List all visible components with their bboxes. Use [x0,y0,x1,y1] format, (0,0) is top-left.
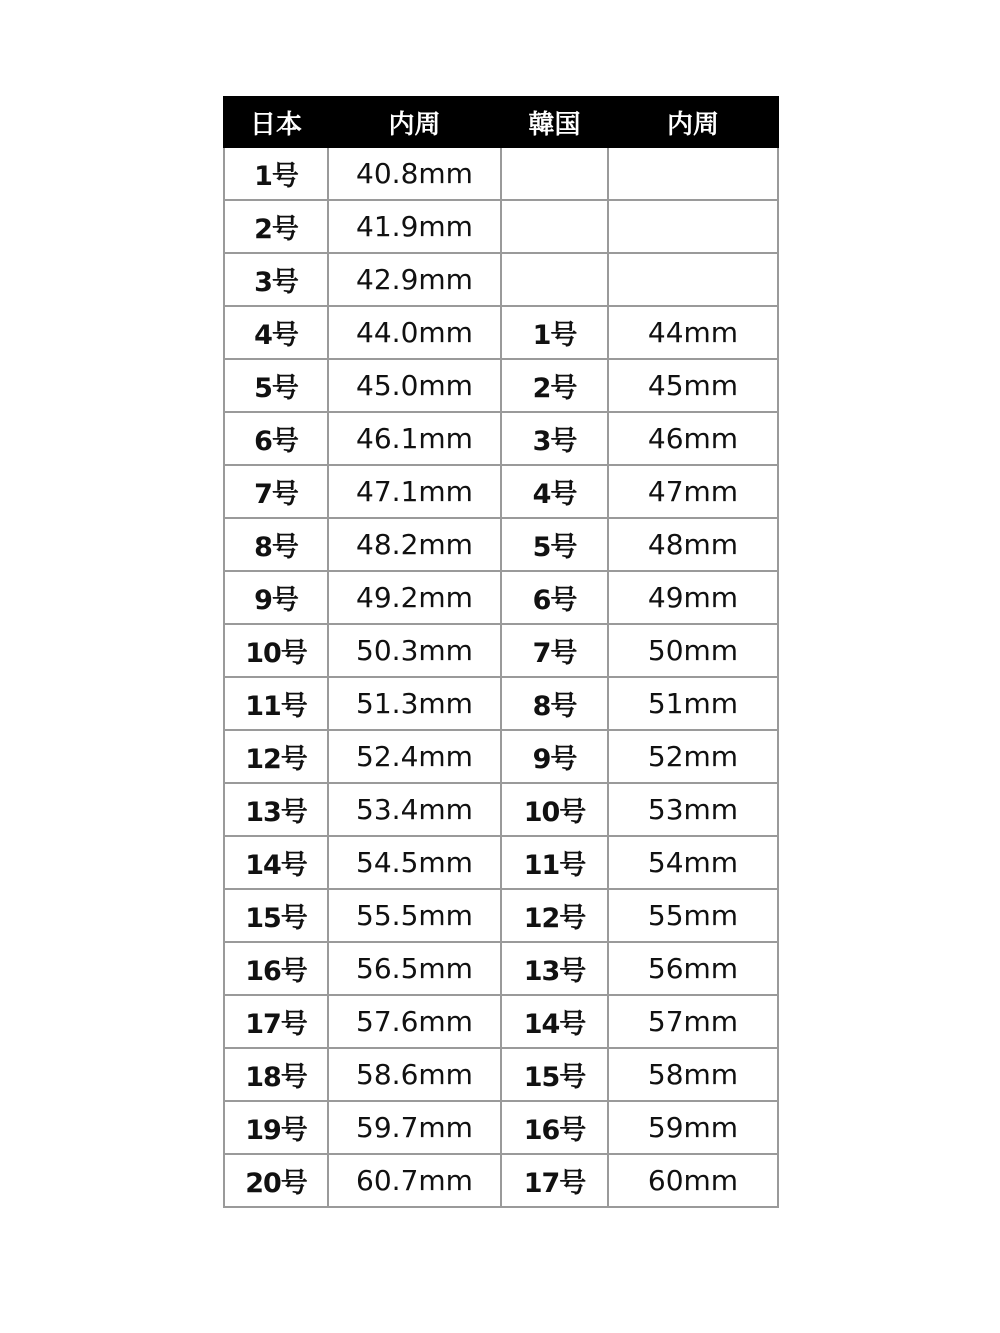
japan-circumference-cell: 52.4mm [328,730,501,783]
korea-size-cell: 14号 [501,995,608,1048]
korea-circumference-cell [608,253,778,306]
japan-circumference-cell: 46.1mm [328,412,501,465]
korea-circumference-cell [608,200,778,253]
table-row [224,518,778,571]
korea-circumference-cell: 48mm [608,518,778,571]
table-row [224,571,778,624]
japan-circumference-cell: 59.7mm [328,1101,501,1154]
table-row [224,359,778,412]
korea-size-cell: 1号 [501,306,608,359]
japan-circumference-cell: 42.9mm [328,253,501,306]
table-row [224,465,778,518]
table-row [224,253,778,306]
korea-size-cell: 13号 [501,942,608,995]
japan-size-cell: 11号 [224,677,328,730]
table-row [224,306,778,359]
korea-circumference-cell: 51mm [608,677,778,730]
japan-size-cell: 12号 [224,730,328,783]
korea-size-cell: 4号 [501,465,608,518]
korea-size-cell: 2号 [501,359,608,412]
japan-circumference-cell: 60.7mm [328,1154,501,1207]
korea-size-cell: 8号 [501,677,608,730]
japan-size-cell: 3号 [224,253,328,306]
korea-size-cell: 3号 [501,412,608,465]
japan-size-cell: 18号 [224,1048,328,1101]
header-japan-circumference: 内周 [328,97,501,147]
header-row [224,97,778,147]
korea-size-cell [501,147,608,200]
table-row [224,1154,778,1207]
japan-circumference-cell: 57.6mm [328,995,501,1048]
korea-circumference-cell: 52mm [608,730,778,783]
japan-circumference-cell: 48.2mm [328,518,501,571]
table-header [224,97,778,147]
korea-size-cell: 17号 [501,1154,608,1207]
japan-circumference-cell: 49.2mm [328,571,501,624]
japan-circumference-cell: 40.8mm [328,147,501,200]
japan-circumference-cell: 45.0mm [328,359,501,412]
korea-circumference-cell: 46mm [608,412,778,465]
japan-circumference-cell: 41.9mm [328,200,501,253]
japan-size-cell: 1号 [224,147,328,200]
korea-size-cell: 7号 [501,624,608,677]
table-row [224,147,778,200]
korea-circumference-cell [608,147,778,200]
table-row [224,624,778,677]
japan-size-cell: 19号 [224,1101,328,1154]
korea-size-cell [501,253,608,306]
japan-size-cell: 17号 [224,995,328,1048]
japan-circumference-cell: 56.5mm [328,942,501,995]
korea-circumference-cell: 49mm [608,571,778,624]
japan-size-cell: 8号 [224,518,328,571]
table-row [224,1101,778,1154]
table-row [224,889,778,942]
korea-circumference-cell: 60mm [608,1154,778,1207]
japan-circumference-cell: 53.4mm [328,783,501,836]
japan-size-cell: 15号 [224,889,328,942]
table-row [224,200,778,253]
korea-size-cell [501,200,608,253]
korea-circumference-cell: 50mm [608,624,778,677]
header-korea-circumference: 内周 [608,97,778,147]
korea-circumference-cell: 56mm [608,942,778,995]
korea-size-cell: 10号 [501,783,608,836]
korea-circumference-cell: 54mm [608,836,778,889]
korea-circumference-cell: 47mm [608,465,778,518]
korea-size-cell: 12号 [501,889,608,942]
korea-circumference-cell: 44mm [608,306,778,359]
table-row [224,836,778,889]
japan-size-cell: 16号 [224,942,328,995]
korea-size-cell: 11号 [501,836,608,889]
table-row [224,730,778,783]
japan-size-cell: 6号 [224,412,328,465]
korea-circumference-cell: 58mm [608,1048,778,1101]
japan-size-cell: 5号 [224,359,328,412]
japan-circumference-cell: 47.1mm [328,465,501,518]
table-row [224,942,778,995]
japan-circumference-cell: 51.3mm [328,677,501,730]
table-row [224,995,778,1048]
japan-circumference-cell: 50.3mm [328,624,501,677]
japan-size-cell: 10号 [224,624,328,677]
korea-size-cell: 15号 [501,1048,608,1101]
japan-size-cell: 4号 [224,306,328,359]
korea-size-cell: 16号 [501,1101,608,1154]
korea-circumference-cell: 57mm [608,995,778,1048]
japan-size-cell: 14号 [224,836,328,889]
korea-size-cell: 9号 [501,730,608,783]
table-row [224,783,778,836]
header-japan-size: 日本 [224,97,328,147]
table-row [224,1048,778,1101]
table-body [224,147,778,1207]
table-row [224,412,778,465]
ring-size-comparison-table [223,96,779,1208]
header-korea-size: 韓国 [501,97,608,147]
japan-size-cell: 7号 [224,465,328,518]
japan-size-cell: 20号 [224,1154,328,1207]
korea-circumference-cell: 45mm [608,359,778,412]
korea-size-cell: 6号 [501,571,608,624]
japan-circumference-cell: 55.5mm [328,889,501,942]
japan-circumference-cell: 58.6mm [328,1048,501,1101]
japan-circumference-cell: 44.0mm [328,306,501,359]
korea-circumference-cell: 53mm [608,783,778,836]
japan-circumference-cell: 54.5mm [328,836,501,889]
korea-size-cell: 5号 [501,518,608,571]
korea-circumference-cell: 59mm [608,1101,778,1154]
japan-size-cell: 13号 [224,783,328,836]
japan-size-cell: 9号 [224,571,328,624]
japan-size-cell: 2号 [224,200,328,253]
korea-circumference-cell: 55mm [608,889,778,942]
table-row [224,677,778,730]
